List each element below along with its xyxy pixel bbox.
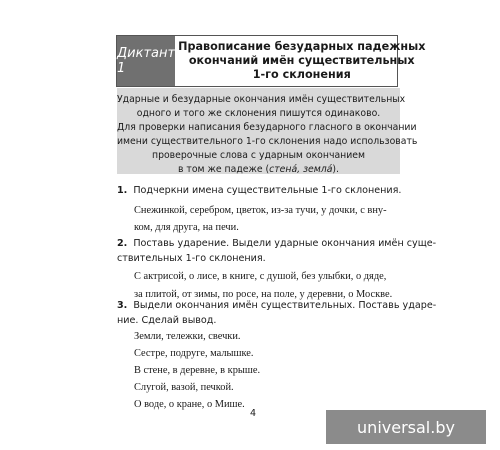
dictation-tag: Диктант 1 bbox=[117, 36, 175, 86]
instruction-line: ствительных 1-го склонения. bbox=[117, 253, 266, 264]
text-line: О воде, о кране, о Мише. bbox=[134, 399, 245, 410]
text-line: Снежинкой, серебром, цветок, из-за тучи, у дочки, с вну- bbox=[134, 205, 387, 216]
task-3-instruction bbox=[117, 298, 436, 328]
task-number: 2. bbox=[117, 238, 128, 249]
rule-last-prefix: в том же падеже ( bbox=[177, 164, 270, 175]
text-line: за плитой, от зимы, по росе, на поле, у деревни, о Москве. bbox=[134, 289, 393, 300]
instruction-line bbox=[117, 236, 436, 251]
text-line: Земли, тележки, свечки. bbox=[134, 331, 241, 342]
instruction-text: Поставь ударение. Выдели ударные окончания имён суще- bbox=[133, 238, 437, 249]
title-line: окончаний имён существительных bbox=[188, 54, 415, 67]
text-line: Сестре, подруге, малышке. bbox=[134, 348, 254, 359]
text-line: С актрисой, о лисе, в книге, с душой, без улыбки, о дяде, bbox=[134, 271, 387, 282]
page-number: 4 bbox=[250, 408, 257, 419]
task-1-text bbox=[134, 202, 387, 236]
rule-line: одного и того же склонения пишутся одинаково. bbox=[136, 108, 381, 119]
section-title bbox=[175, 36, 428, 86]
rule-box bbox=[117, 88, 418, 175]
text-line: ком, для друга, на печи. bbox=[134, 222, 239, 233]
rule-line: Для проверки написания безударного гласного в окончании bbox=[117, 122, 417, 133]
instruction-line bbox=[117, 298, 436, 313]
instruction-text: Подчеркни имена существительные 1-го склонения. bbox=[133, 185, 402, 196]
text-line: Слугой, вазой, печкой. bbox=[134, 382, 234, 393]
task-3-text bbox=[134, 328, 260, 413]
text-line: В стене, в деревне, в крыше. bbox=[134, 365, 261, 376]
rule-last-suffix: ). bbox=[332, 164, 339, 175]
section-header bbox=[116, 35, 426, 87]
instruction-line: ние. Сделай вывод. bbox=[117, 315, 217, 326]
rule-line-last bbox=[117, 163, 400, 177]
rule-line: Ударные и безударные окончания имён существительных bbox=[117, 94, 406, 105]
instruction-text: Выдели окончания имён существительных. Поставь ударе- bbox=[133, 300, 437, 311]
task-number: 1. bbox=[117, 185, 128, 196]
title-line: 1-го склонения bbox=[252, 68, 351, 81]
rule-line: имени существительного 1-го склонения надо использовать bbox=[117, 136, 418, 147]
rule-examples: стенá, землá bbox=[269, 164, 333, 175]
watermark: universal.by bbox=[326, 410, 486, 444]
task-2-instruction bbox=[117, 236, 436, 266]
rule-line: проверочные слова с ударным окончанием bbox=[151, 150, 365, 161]
title-line: Правописание безударных падежных bbox=[178, 40, 426, 53]
task-1-instruction bbox=[117, 183, 401, 198]
task-number: 3. bbox=[117, 300, 128, 311]
